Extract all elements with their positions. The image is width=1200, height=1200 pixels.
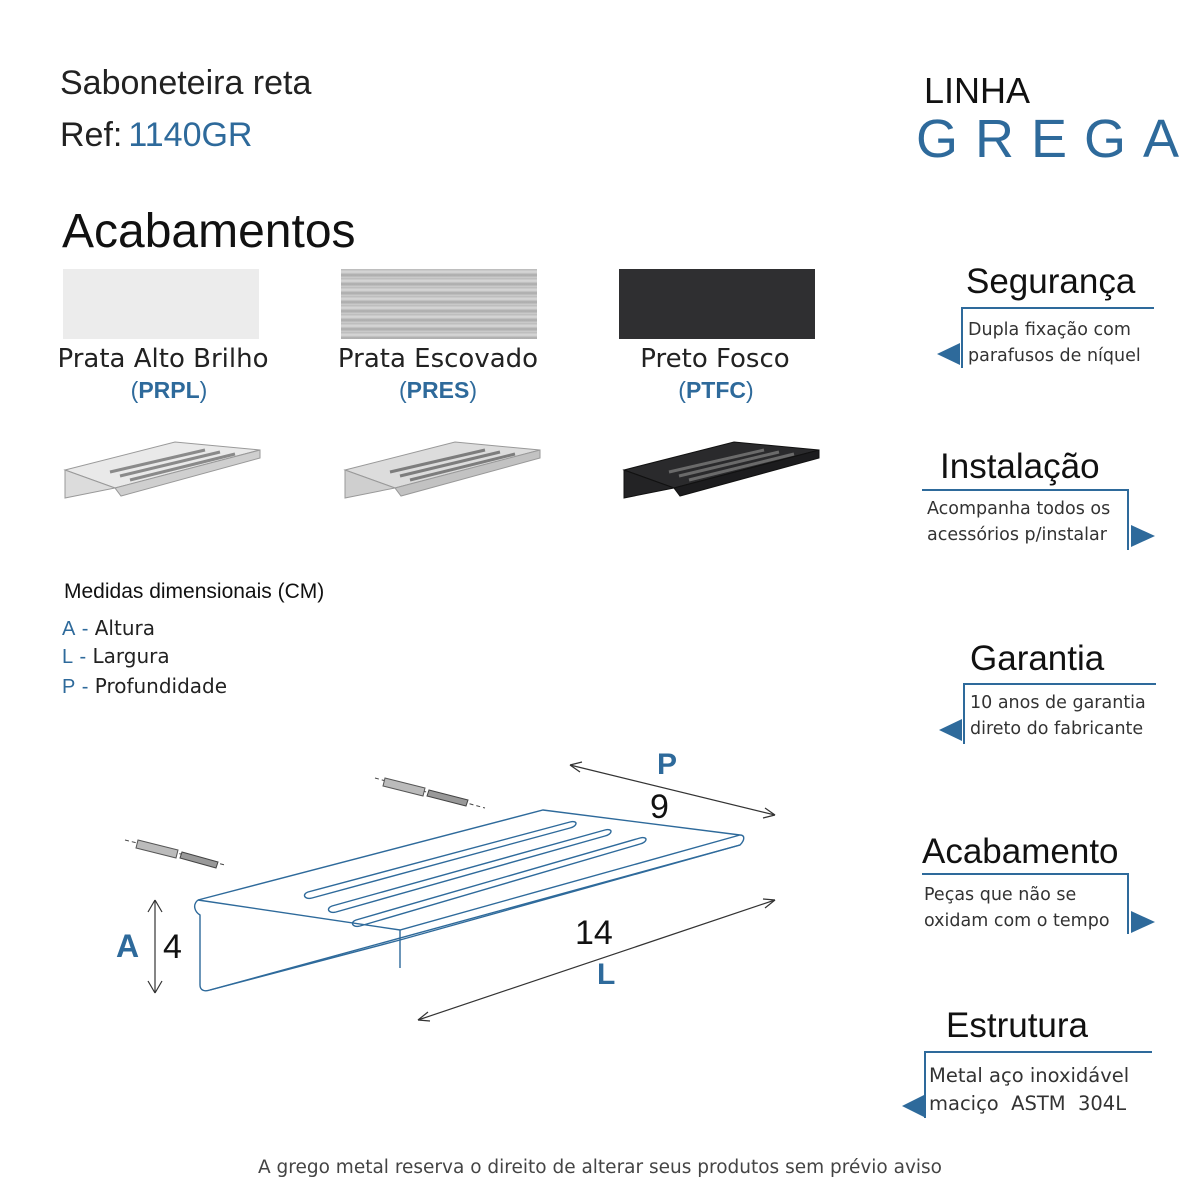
feature-title-instalacao: Instalação xyxy=(940,447,1100,486)
product-ref xyxy=(60,116,252,155)
soap-dish-outline xyxy=(195,810,744,991)
dim-l-value: 14 xyxy=(575,914,613,952)
arrow-left-icon xyxy=(939,719,962,741)
screw-and-anchor-1 xyxy=(125,840,225,868)
finish-code: (PRPL) xyxy=(130,377,208,403)
brand-line: LINHA xyxy=(924,70,1031,111)
swatch-prata-escovado xyxy=(341,269,537,339)
swatch-prata-alto-brilho xyxy=(63,269,259,339)
feature-text: Peças que não se oxidam com o tempo xyxy=(924,885,1110,931)
finish-code: (PTFC) xyxy=(678,377,754,403)
screw-and-anchor-2 xyxy=(375,778,485,808)
product-thumb-silver-brushed xyxy=(335,430,555,505)
product-thumb-black-matte xyxy=(614,430,834,505)
arrow-right-icon xyxy=(1131,911,1155,933)
feature-title-acabamento: Acabamento xyxy=(922,832,1119,871)
footer-disclaimer: A grego metal reserva o direito de alterar seus produtos sem prévio aviso xyxy=(258,1157,942,1178)
legend-item: L - Largura xyxy=(62,644,170,668)
feature-text: Acompanha todos os acessórios p/instalar xyxy=(927,499,1111,545)
feature-title-estrutura: Estrutura xyxy=(946,1006,1088,1045)
technical-drawing xyxy=(100,740,800,1040)
finish-name: Preto Fosco xyxy=(640,344,790,374)
legend-item: A - Altura xyxy=(62,616,155,640)
arrow-right-icon xyxy=(1131,525,1155,547)
feature-text: Dupla fixação com parafusos de níquel xyxy=(968,320,1141,366)
finish-code: (PRES) xyxy=(399,377,477,403)
finishes-title: Acabamentos xyxy=(62,205,356,258)
feature-text: Metal aço inoxidável maciço ASTM 304L xyxy=(929,1064,1130,1115)
dimensions-title: Medidas dimensionais (CM) xyxy=(64,580,325,603)
feature-text: 10 anos de garantia direto do fabricante xyxy=(970,693,1146,739)
product-title: Saboneteira reta xyxy=(60,64,312,102)
feature-title-seguranca: Segurança xyxy=(966,262,1136,301)
arrow-left-icon xyxy=(902,1095,924,1117)
brand-name: GREGA xyxy=(916,109,1197,169)
dim-a-letter: A xyxy=(116,928,140,964)
dim-p-letter: P xyxy=(657,748,678,781)
dim-l-letter: L xyxy=(597,958,616,991)
legend-item: P - Profundidade xyxy=(62,674,228,698)
arrow-left-icon xyxy=(937,343,960,365)
feature-title-garantia: Garantia xyxy=(970,639,1105,678)
finish-name: Prata Escovado xyxy=(337,344,539,374)
dim-a-value: 4 xyxy=(163,928,182,966)
product-thumb-silver-polished xyxy=(55,430,275,505)
ref-code: 1140GR xyxy=(128,116,253,154)
dim-p-value: 9 xyxy=(650,788,669,826)
ref-label: Ref: xyxy=(60,116,123,154)
finish-name: Prata Alto Brilho xyxy=(57,344,269,374)
swatch-preto-fosco xyxy=(619,269,815,339)
